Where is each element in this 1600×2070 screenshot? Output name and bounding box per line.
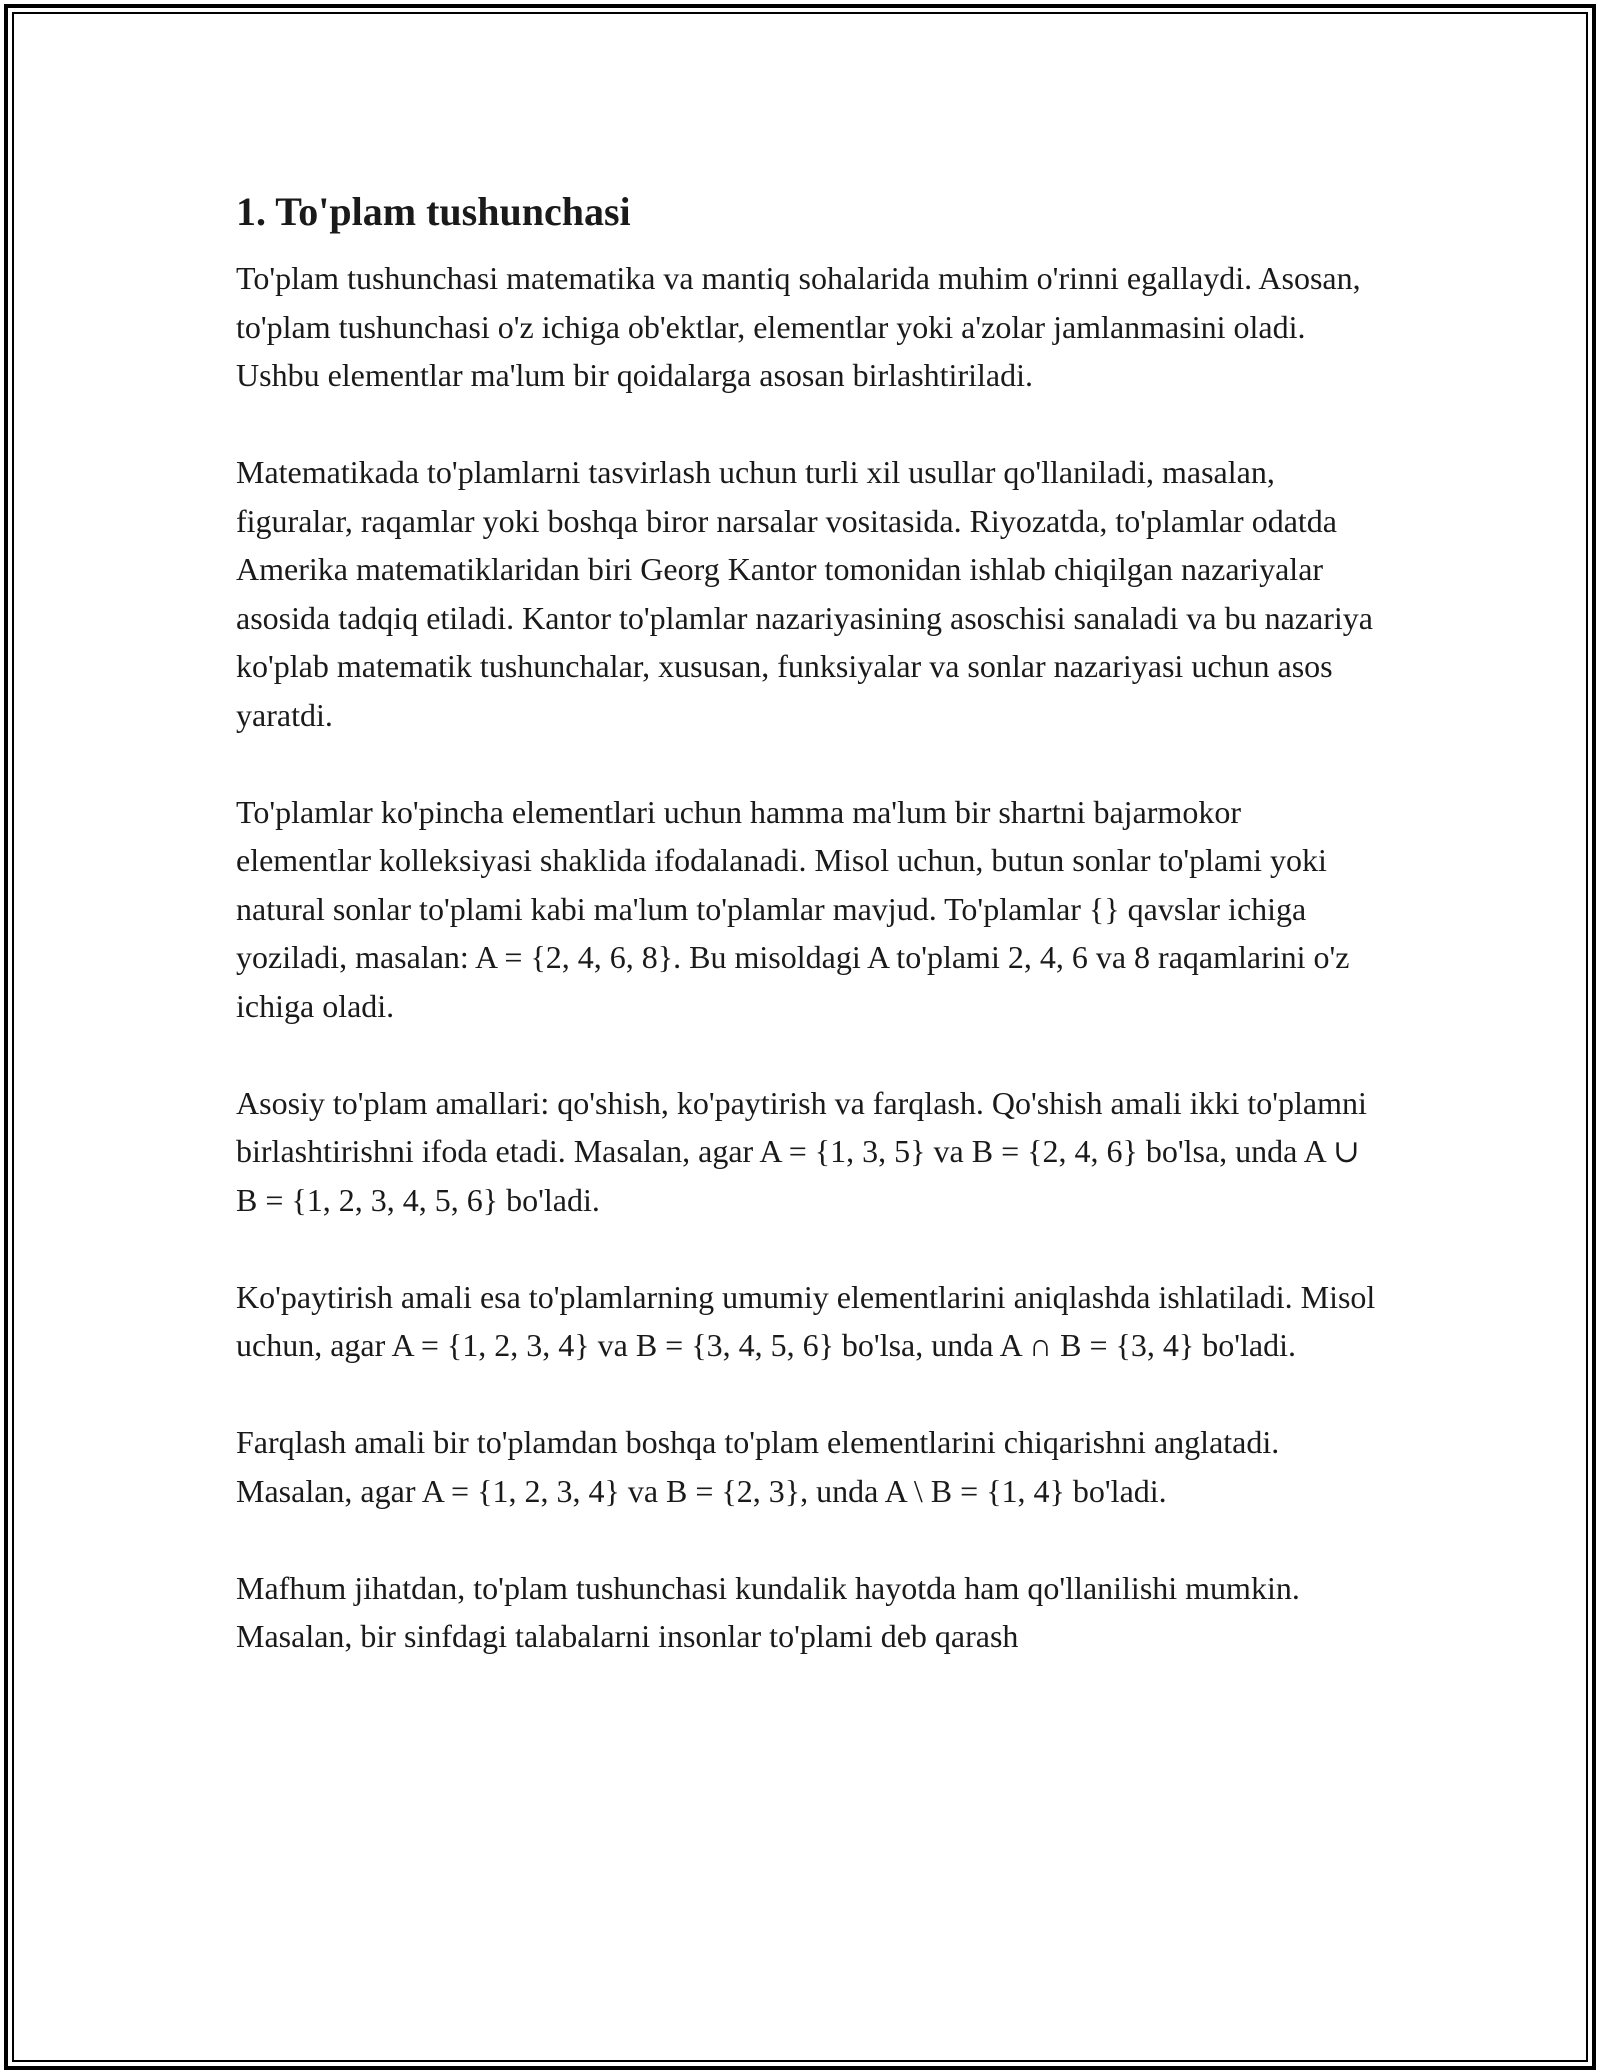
paragraph-everyday: Mafhum jihatdan, to'plam tushunchasi kundalik hayotda ham qo'llanilishi mumkin. Masalan, bir sinfdagi talabalarni insonlar to'plami deb qarash xyxy=(236,1569,1300,1654)
paragraph-intersection: Ko'paytirish amali esa to'plamlarning umumiy elementlarini aniqlashda ishlatiladi. Misol uchun, agar A = {1, 2, 3, 4} va B = {3, 4, 5, 6} bo'lsa, unda A ∩ B = {3, 4} bo'ladi. xyxy=(236,1278,1376,1363)
paragraph-intro: To'plam tushunchasi matematika va mantiq sohalarida muhim o'rinni egallaydi. Asosan, to'plam tushunchasi o'z ichiga ob'ektlar, elementlar yoki a'zolar jamlanmasini oladi. Ushbu elementlar ma'lum bir qoidalarga asosan birlashtiriladi. xyxy=(236,260,1361,393)
paragraph-difference: Farqlash amali bir to'plamdan boshqa to'plam elementlarini chiqarishni anglatadi. Masalan, agar A = {1, 2, 3, 4} va B = {2, 3}, unda A \ B = {1, 4} bo'ladi. xyxy=(236,1424,1280,1509)
section-heading: 1. To'plam tushunchasi xyxy=(236,189,631,234)
document-body xyxy=(236,184,1376,1709)
paragraph-union: Asosiy to'plam amallari: qo'shish, ko'paytirish va farqlash. Qo'shish amali ikki to'plamni birlashtirishni ifoda etadi. Masalan, agar A = {1, 3, 5} va B = {2, 4, 6} bo'lsa, unda A ∪ B = {1, 2, 3, 4, 5, 6} bo'ladi. xyxy=(236,1084,1367,1218)
paragraph-representation: Matematikada to'plamlarni tasvirlash uchun turli xil usullar qo'llaniladi, masalan, figuralar, raqamlar yoki boshqa biror narsalar vositasida. Riyozatda, to'plamlar odatda Amerika matematiklaridan biri Georg Kantor tomonidan ishlab chiqilgan nazariyalar asosida tadqiq etiladi. Kantor to'plamlar nazariyasining asoschisi sanaladi va bu nazariya ko'plab matematik tushunchalar, xususan, funksiyalar va sonlar nazariyasi uchun asos yaratdi. xyxy=(236,454,1373,733)
paragraph-notation: To'plamlar ko'pincha elementlari uchun hamma ma'lum bir shartni bajarmokor elementlar kolleksiyasi shaklida ifodalanadi. Misol uchun, butun sonlar to'plami yoki natural sonlar to'plami kabi ma'lum to'plamlar mavjud. To'plamlar {} qavslar ichiga yoziladi, masalan: A = {2, 4, 6, 8}. Bu misoldagi A to'plami 2, 4, 6 va 8 raqamlarini o'z ichiga oladi. xyxy=(236,793,1350,1024)
